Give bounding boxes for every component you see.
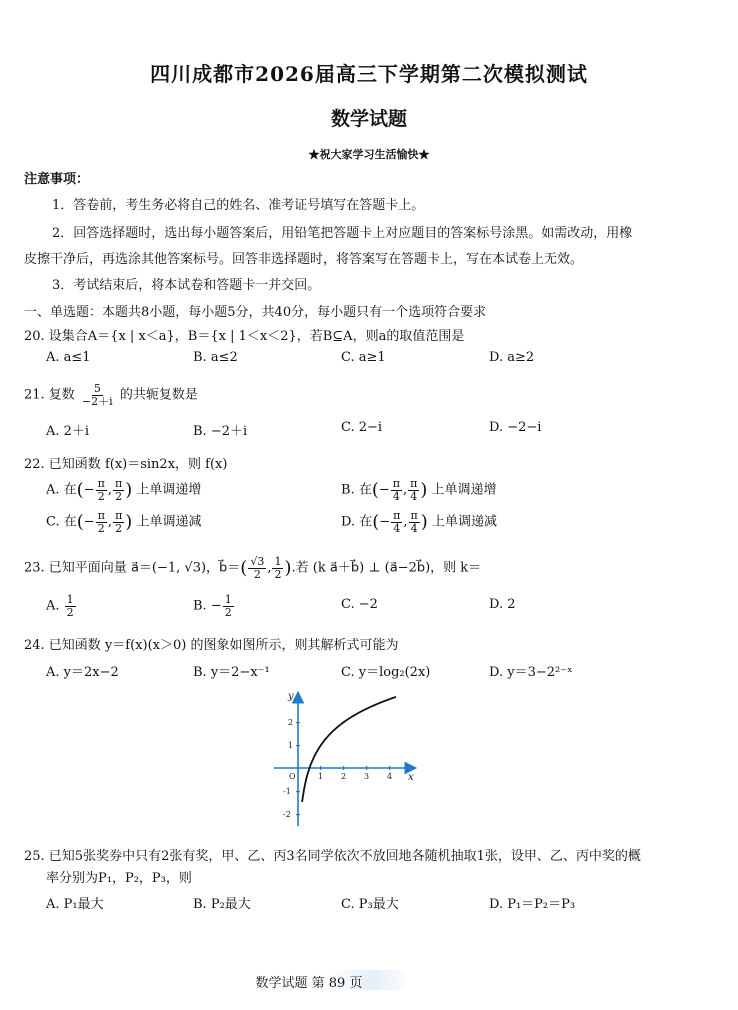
q21-pre: 21. 复数 — [24, 387, 75, 403]
y-tick-2 — [296, 722, 300, 723]
notes-heading: 注意事项： — [24, 172, 90, 187]
y-tick-label-1: 1 — [288, 741, 294, 750]
q21-den: −2＋i — [81, 394, 113, 408]
den: 2 — [274, 567, 282, 581]
frac — [408, 478, 419, 502]
q20-option-a: A. a≤1 — [46, 350, 91, 365]
frac — [113, 478, 124, 502]
frac — [96, 478, 107, 502]
q21-stem — [24, 383, 198, 407]
den: 2 — [97, 489, 105, 503]
q20-option-b: B. a≤2 — [193, 350, 238, 365]
num: π — [410, 477, 418, 490]
minus: − — [379, 514, 391, 530]
q21-option-d: D. −2−i — [489, 420, 542, 435]
q22-c-post: 上单调递减 — [136, 514, 202, 530]
y-tick-label-m1: -1 — [283, 787, 291, 796]
q21-post: 的共轭复数是 — [119, 387, 198, 403]
q22-b-pre: B. 在 — [341, 482, 372, 498]
q20-option-c: C. a≥1 — [341, 350, 386, 365]
num: √3 — [250, 555, 265, 568]
frac — [65, 594, 76, 618]
note-2b: 皮擦干净后，再选涂其他答案标号。回答非选择题时，将答案写在答题卡上，写在本试卷上无效。 — [24, 252, 584, 267]
q22-a-pre: A. 在 — [46, 482, 77, 498]
y-axis-label: y — [288, 691, 294, 702]
den: 4 — [410, 489, 418, 503]
q22-a-post: 上单调递增 — [136, 482, 202, 498]
num: π — [114, 477, 123, 490]
q25-stem-line1: 25. 已知5张奖券中只有2张有奖，甲、乙、丙3名同学依次不放回地各随机抽取1张，设甲、乙、丙中奖的概 — [24, 849, 641, 864]
y-tick-label-m2: -2 — [283, 810, 291, 819]
origin-label: O — [289, 772, 296, 781]
y-tick-1 — [296, 745, 300, 746]
q24-option-c: C. y＝log₂(2x) — [341, 665, 431, 680]
q23-stem: 23. 已知平面向量 a⃗＝(−1, √3)，b⃗＝( $\frac{√3}{2}$ , $\frac{1}{2}$ ).若 (k a⃗＋b⃗) ⊥ (a⃗−2b⃗)，则 k＝ — [24, 555, 482, 581]
q24-option-d: D. y＝3−2²⁻ˣ — [489, 665, 573, 680]
frac — [113, 510, 124, 534]
y-tick-m2 — [296, 814, 300, 815]
comma: , — [107, 514, 113, 530]
x-axis-label: x — [408, 772, 414, 783]
page-title: 四川成都市2026届高三下学期第二次模拟测试 — [150, 62, 588, 86]
frac — [391, 478, 402, 502]
num: π — [410, 509, 418, 522]
note-1: 1．答卷前，考生务必将自己的姓名、准考证号填写在答题卡上。 — [52, 198, 425, 213]
q23-option-b — [193, 594, 235, 618]
page-subtitle: 数学试题 — [330, 108, 407, 130]
label: A. — [46, 598, 60, 614]
comma: , — [403, 514, 408, 530]
comma: , — [107, 482, 112, 498]
den: 2 — [115, 521, 123, 535]
num: π — [115, 509, 123, 522]
den: 2 — [224, 605, 232, 619]
q25-option-c: C. P₃最大 — [341, 897, 399, 912]
q24-stem: 24. 已知函数 y＝f(x)(x＞0) 的图象如图所示，则其解析式可能为 — [24, 638, 399, 653]
q21-option-a: A. 2＋i — [46, 424, 90, 439]
frac — [223, 594, 234, 618]
frac — [391, 510, 402, 534]
num: 1 — [224, 593, 232, 606]
y-tick-m1 — [296, 791, 300, 792]
label: B. − — [193, 598, 222, 614]
q25-option-d: D. P₁＝P₂＝P₃ — [489, 897, 576, 912]
y-tick-label-2: 2 — [288, 718, 294, 727]
den: 4 — [392, 489, 400, 503]
frac — [248, 556, 266, 580]
comma: , — [403, 482, 408, 498]
q23-option-d: D. 2 — [489, 597, 516, 612]
function-graph — [268, 686, 428, 830]
frac — [96, 510, 107, 534]
num: 1 — [274, 555, 282, 568]
q21-fraction — [80, 383, 115, 407]
q24-option-a: A. y＝2x−2 — [46, 665, 119, 680]
motto: ★祝大家学习生活愉快★ — [308, 148, 430, 161]
function-curve — [302, 697, 396, 802]
den: 2 — [66, 605, 74, 619]
q22-option-a: A. 在(− $\frac{\pi}{2}$ , $\frac{\pi}{2}$ ) 上单调递增 — [46, 477, 202, 503]
q23-option-c: C. −2 — [341, 597, 378, 612]
den: 2 — [115, 489, 123, 503]
q21-option-c: C. 2−i — [341, 420, 383, 435]
section-heading: 一、单选题：本题共8小题，每小题5分，共40分，每小题只有一个选项符合要求 — [24, 305, 487, 320]
q22-d-pre: D. 在 — [341, 514, 373, 530]
x-tick-1 — [320, 766, 321, 770]
x-tick-4 — [389, 766, 390, 770]
note-3: 3．考试结束后，将本试卷和答题卡一并交回。 — [52, 278, 321, 293]
x-tick-3 — [366, 766, 367, 770]
minus: − — [378, 482, 390, 498]
q23-pre: 23. 已知平面向量 a⃗＝(−1, √3)，b⃗＝ — [24, 560, 241, 576]
q21-num: 5 — [93, 382, 101, 395]
x-tick-2 — [343, 766, 344, 770]
q23-post: .若 (k a⃗＋b⃗) ⊥ (a⃗−2b⃗)，则 k＝ — [291, 560, 482, 576]
q22-stem: 22. 已知函数 f(x)＝sin2x，则 f(x) — [24, 457, 228, 472]
x-tick-label-4: 4 — [387, 772, 393, 781]
num: π — [97, 509, 105, 522]
q22-option-c: C. 在(− $\frac{\pi}{2}$ , $\frac{\pi}{2}$ ) 上单调递减 — [46, 509, 202, 535]
q24-option-b: B. y＝2−x⁻¹ — [193, 665, 270, 680]
q22-c-pre: C. 在 — [46, 514, 77, 530]
note-2a: 2．回答选择题时，选出每小题答案后，用铅笔把答题卡上对应题目的答案标号涂黑。如需改动，用橡 — [52, 226, 633, 241]
q25-stem-line2: 率分别为P₁，P₂，P₃，则 — [46, 871, 192, 886]
minus: − — [83, 514, 95, 530]
q20-option-d: D. a≥2 — [489, 350, 535, 365]
minus: − — [83, 482, 95, 498]
num: π — [393, 509, 401, 522]
num: π — [97, 477, 105, 490]
q22-option-d: D. 在(− $\frac{\pi}{4}$ , $\frac{\pi}{4}$ ) 上单调递减 — [341, 509, 497, 535]
q22-d-post: 上单调递减 — [431, 514, 497, 530]
q20-stem: 20. 设集合A＝{x | x＜a}，B＝{x | 1＜x＜2}，若B⊆A，则a的取值范围是 — [24, 329, 465, 344]
q25-option-b: B. P₂最大 — [193, 897, 251, 912]
den: 2 — [97, 521, 105, 535]
q25-option-a: A. P₁最大 — [46, 897, 104, 912]
q22-b-post: 上单调递增 — [431, 482, 497, 498]
den: 4 — [410, 521, 418, 535]
num: 1 — [66, 593, 74, 606]
x-tick-label-1: 1 — [318, 772, 324, 781]
den: 2 — [253, 567, 261, 581]
q23-option-a — [46, 594, 77, 618]
x-tick-label-2: 2 — [341, 772, 347, 781]
frac — [409, 510, 420, 534]
q21-option-b: B. −2＋i — [193, 424, 248, 439]
frac — [272, 556, 283, 580]
den: 4 — [393, 521, 401, 535]
num: π — [392, 477, 400, 490]
q22-option-b: B. 在(− $\frac{\pi}{4}$ , $\frac{\pi}{4}$ ) 上单调递增 — [341, 477, 497, 503]
page-footer: 数学试题 第 89 页 — [255, 976, 363, 991]
x-tick-label-3: 3 — [364, 772, 370, 781]
